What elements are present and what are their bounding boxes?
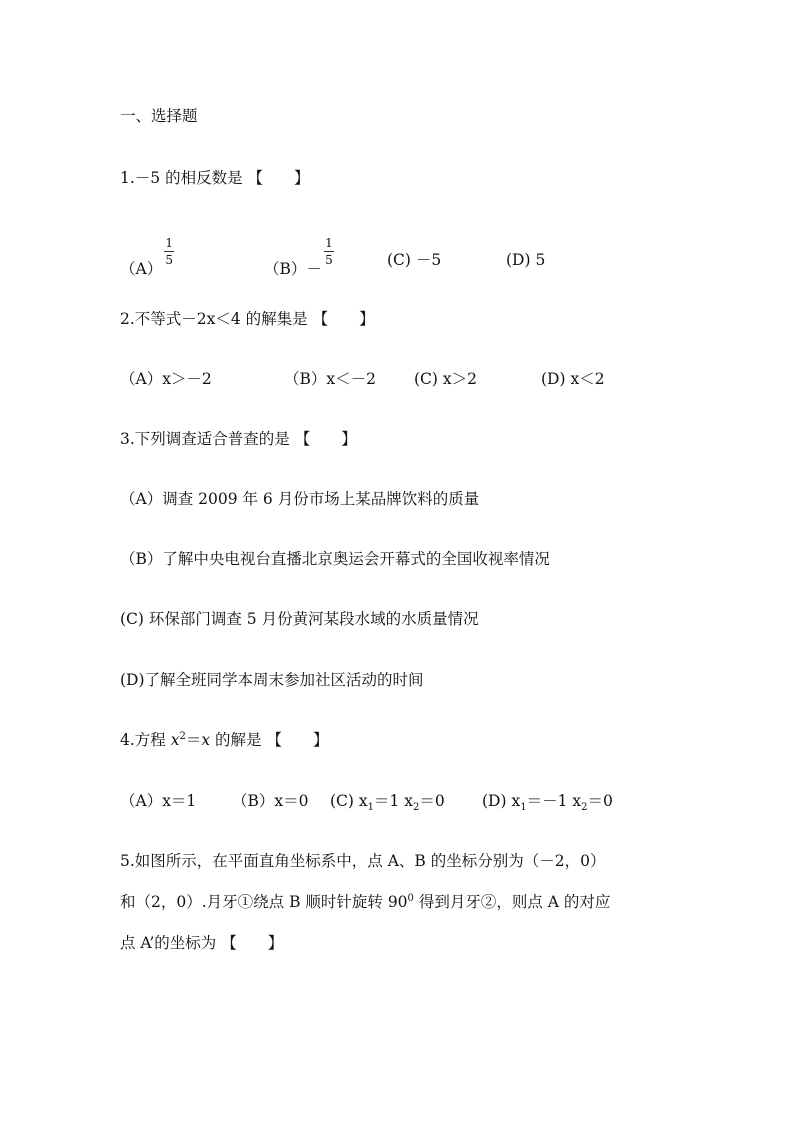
question-3-stem: 3.下列调查适合普查的是 【 】 bbox=[120, 430, 357, 448]
question-4-option-b: （B）x＝0 bbox=[232, 792, 309, 810]
option-b-label: （B）－ bbox=[264, 260, 322, 278]
question-2-option-a: （A）x＞－2 bbox=[120, 370, 212, 388]
question-3-option-d: (D)了解全班同学本周末参加社区活动的时间 bbox=[120, 671, 424, 689]
question-1-stem: 1.－5 的相反数是 【 】 bbox=[120, 169, 310, 187]
question-2-option-c: (C) x＞2 bbox=[414, 370, 477, 388]
question-3-option-a: （A）调查 2009 年 6 月份市场上某品牌饮料的质量 bbox=[120, 490, 480, 508]
question-2-option-d: (D) x＜2 bbox=[541, 370, 605, 388]
section-title: 一、选择题 bbox=[120, 107, 198, 125]
question-5-line-2: 和（2，0）.月牙①绕点 B 顺时针旋转 $90^0$ 得到月牙②，则点 A 的对应 bbox=[120, 892, 611, 911]
question-1-option-a bbox=[120, 236, 174, 281]
question-3-option-c: (C) 环保部门调查 5 月份黄河某段水域的水质量情况 bbox=[120, 610, 479, 628]
question-4-option-d: (D) $x_1=-1$ $x_2=0$ bbox=[482, 792, 613, 814]
question-2-stem: 2.不等式－2x＜4 的解集是 【 】 bbox=[120, 310, 375, 328]
question-5-line-3: 点 A’的坐标为 【 】 bbox=[120, 934, 284, 952]
question-4-stem: 4.方程 $x^2=x$ 的解是 【 】 bbox=[120, 730, 329, 749]
question-4-option-c: (C) $x_1=1$ $x_2=0$ bbox=[330, 792, 445, 814]
fraction-one-fifth-a: $\frac{1}{5}$ bbox=[165, 236, 174, 267]
question-2-option-b: （B）x＜－2 bbox=[284, 370, 376, 388]
question-3-option-b: （B）了解中央电视台直播北京奥运会开幕式的全国收视率情况 bbox=[120, 550, 550, 568]
question-1-option-c: (C) －5 bbox=[387, 251, 442, 269]
option-a-label: （A） bbox=[120, 260, 163, 278]
fraction-one-fifth-b: $\frac{1}{5}$ bbox=[325, 236, 333, 267]
question-1-option-d: (D) 5 bbox=[506, 251, 546, 269]
question-5-line-1: 5.如图所示，在平面直角坐标系中，点 A、B 的坐标分别为（－2，0） bbox=[120, 852, 606, 870]
question-1-option-b bbox=[264, 236, 334, 281]
question-4-option-a: （A）x＝1 bbox=[120, 792, 197, 810]
